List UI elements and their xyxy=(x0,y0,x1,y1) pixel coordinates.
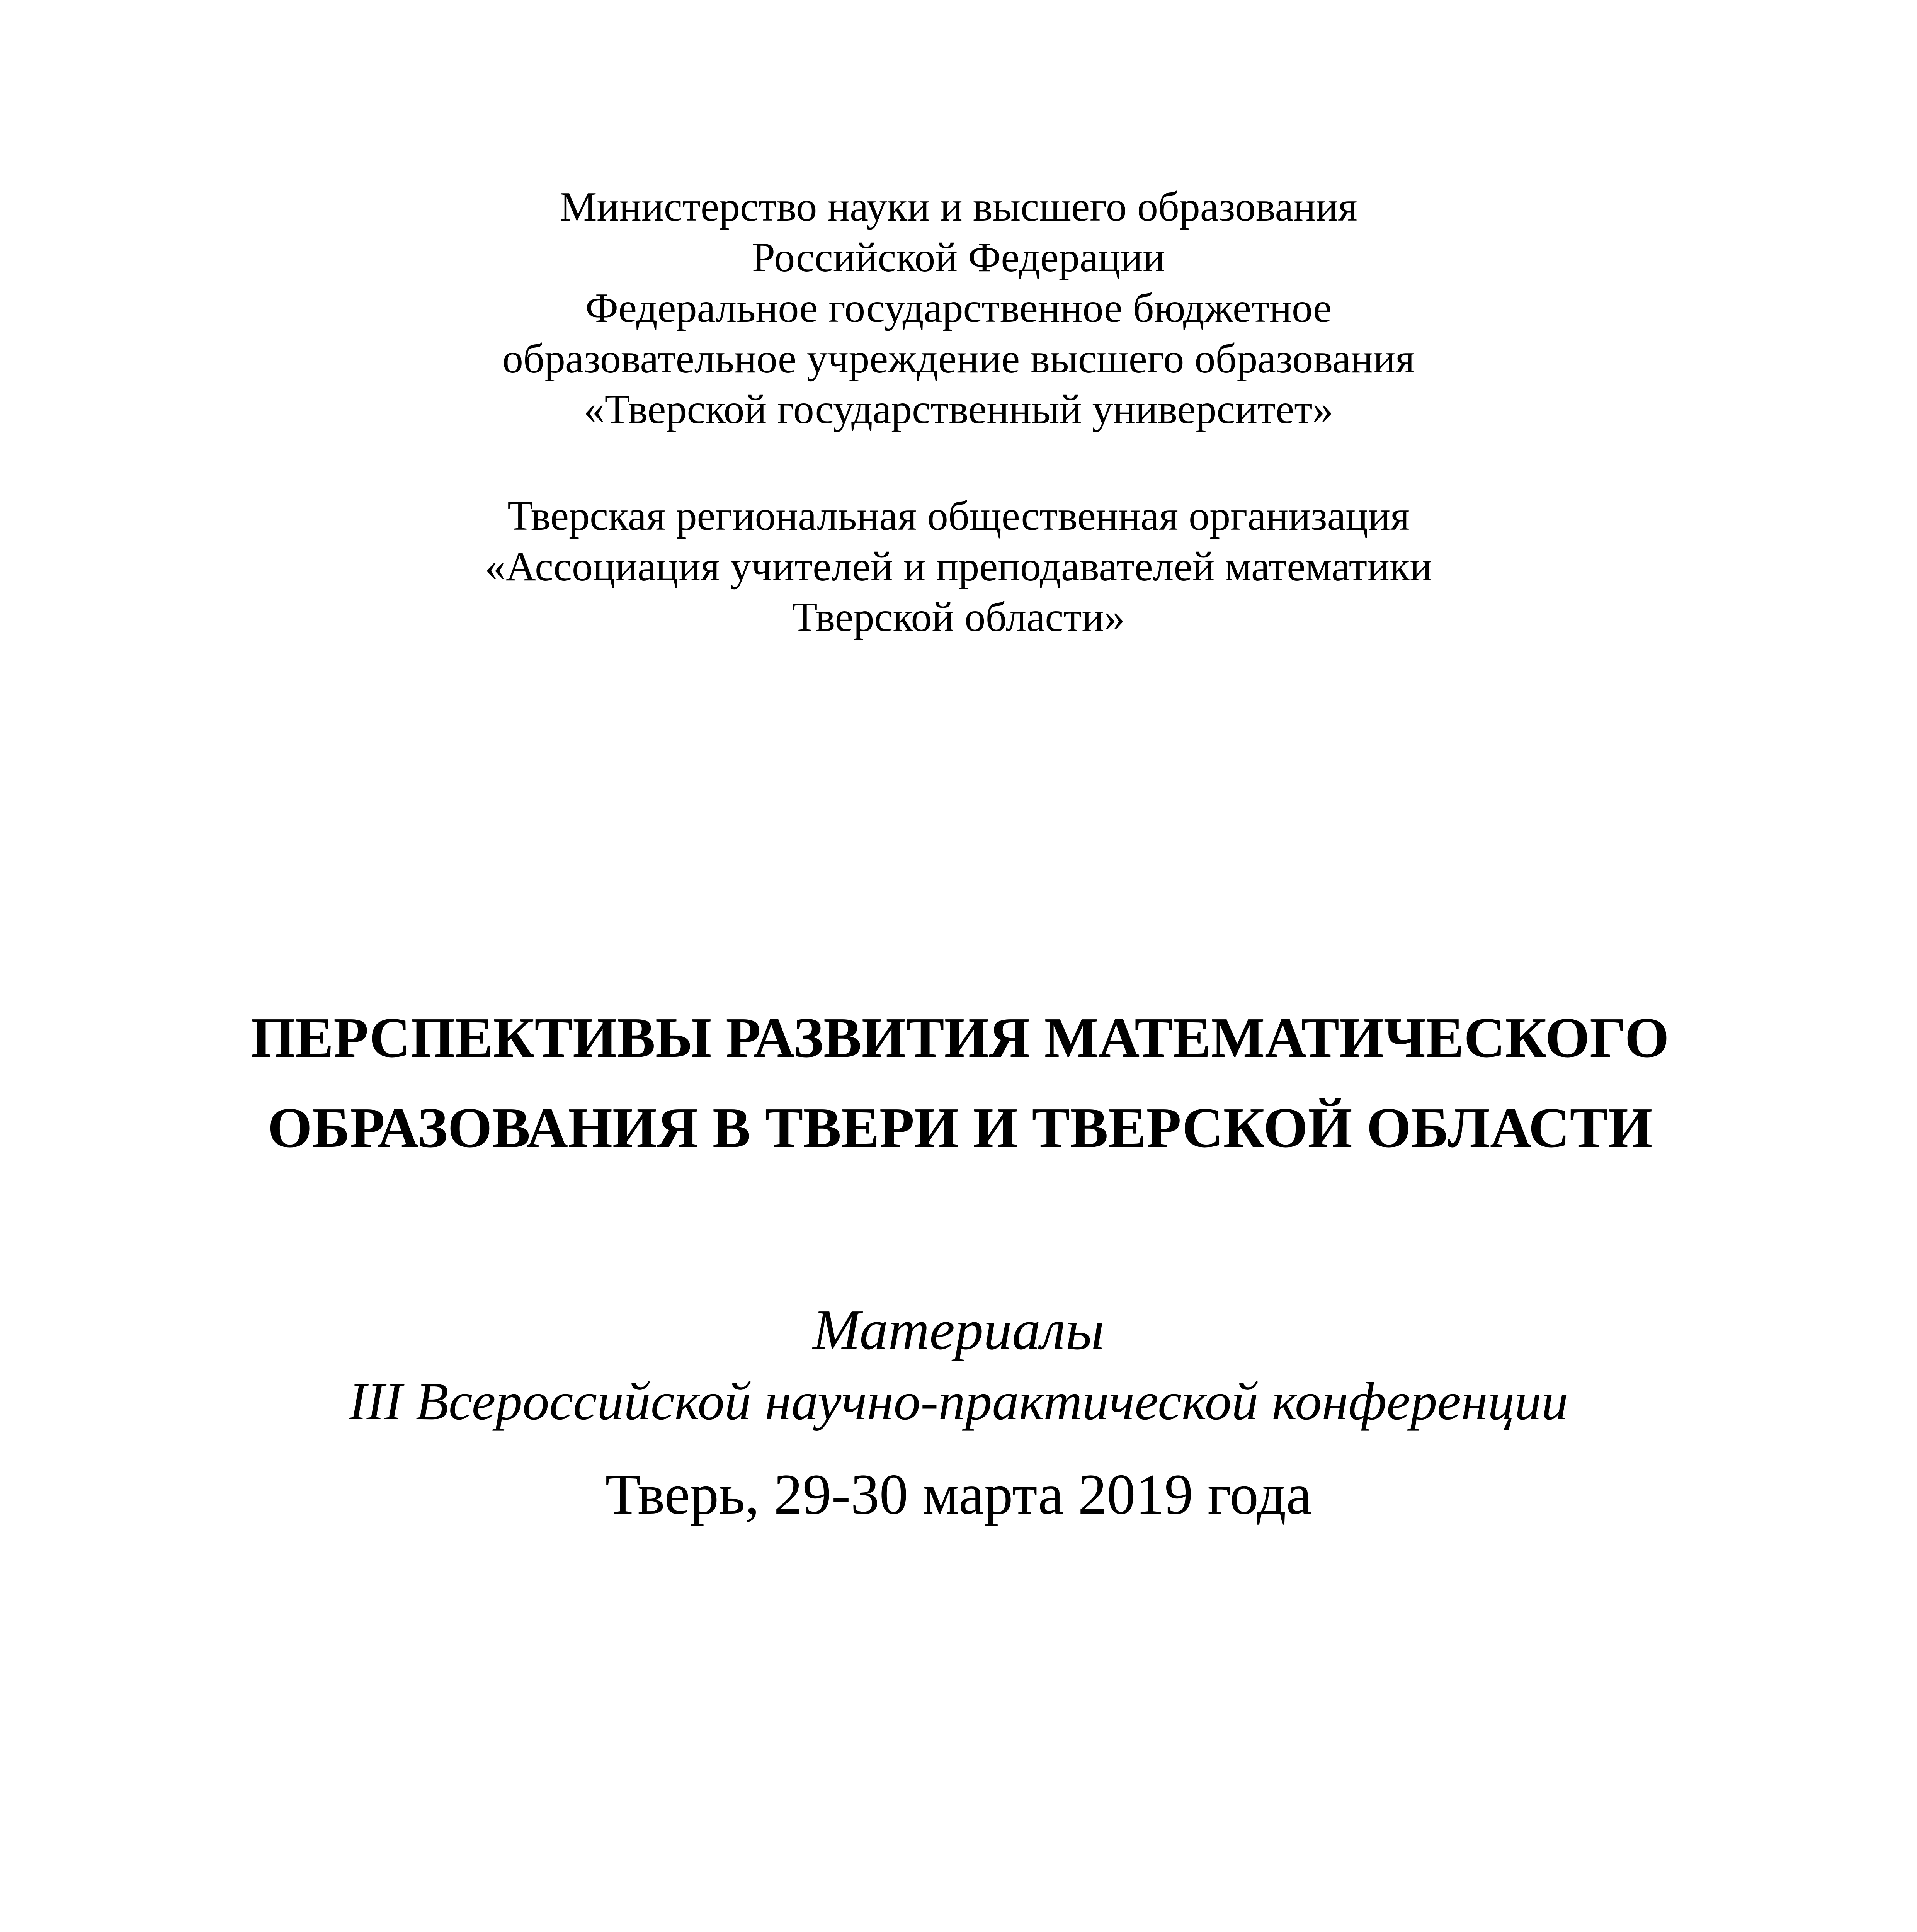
date-place xyxy=(0,1459,1917,1530)
date-place-text: Тверь, 29-30 марта 2019 года xyxy=(605,1463,1312,1526)
materials-text: Материалы xyxy=(813,1298,1104,1362)
document-title xyxy=(2,993,1917,1173)
association-line-2: «Ассоциация учителей и преподавателей математики xyxy=(485,544,1432,590)
organization-line-1: Министерство науки и высшего образования xyxy=(560,184,1357,230)
organization-line-5: «Тверской государственный университет» xyxy=(583,386,1334,432)
association-header xyxy=(0,491,1917,643)
organization-line-3: Федеральное государственное бюджетное xyxy=(585,285,1332,331)
conference-text: III Всероссийской научно-практической конференции xyxy=(349,1372,1568,1431)
title-line-1: ПЕРСПЕКТИВЫ РАЗВИТИЯ МАТЕМАТИЧЕСКОГО xyxy=(251,1006,1669,1070)
conference-label xyxy=(0,1366,1917,1437)
organization-line-2: Российской Федерации xyxy=(752,235,1165,281)
materials-label xyxy=(0,1294,1917,1366)
organization-line-4: образовательное учреждение высшего образования xyxy=(502,336,1415,382)
association-line-3: Тверской области» xyxy=(792,594,1125,640)
title-line-2: ОБРАЗОВАНИЯ В ТВЕРИ И ТВЕРСКОЙ ОБЛАСТИ xyxy=(267,1096,1653,1160)
association-line-1: Тверская региональная общественная организация xyxy=(507,493,1410,539)
organization-header xyxy=(0,182,1917,435)
